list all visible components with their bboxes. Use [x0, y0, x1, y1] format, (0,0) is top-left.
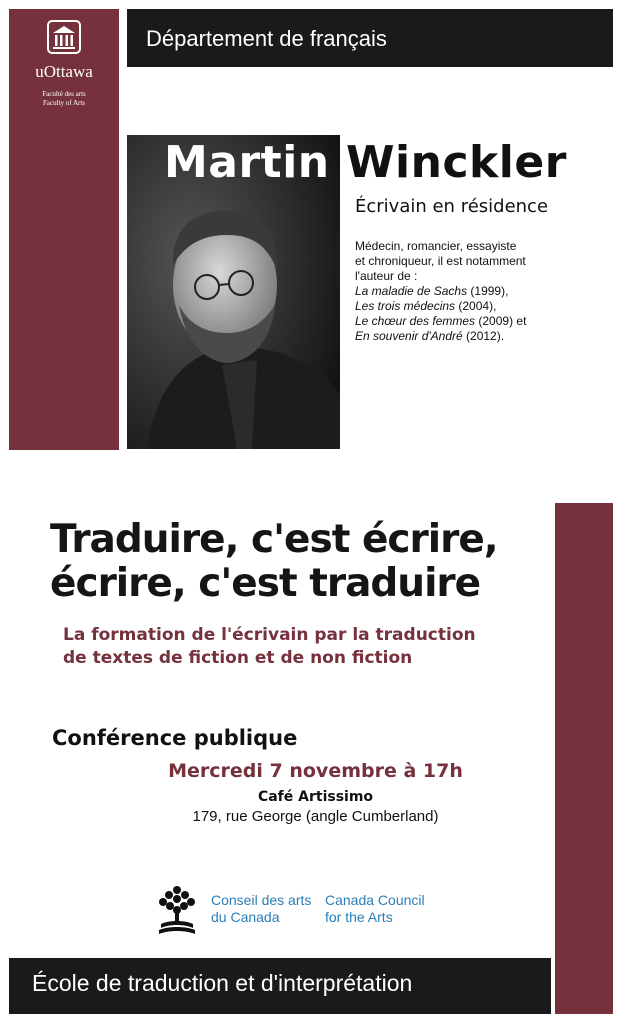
event-title-line: écrire, c'est traduire — [50, 561, 481, 606]
university-name: uOttawa — [35, 62, 93, 81]
author-last-name: Winckler — [346, 137, 567, 188]
event-subtitle-line: La formation de l'écrivain par la traduction — [63, 625, 476, 645]
department-banner — [127, 9, 613, 67]
faculty-fr: Faculté des arts — [42, 90, 86, 98]
event-type: Conférence publique — [52, 726, 298, 750]
author-bio — [355, 239, 570, 344]
author-role: Écrivain en résidence — [355, 196, 549, 217]
work-year: (2012). — [462, 329, 505, 343]
work-title: Le chœur des femmes — [355, 314, 476, 328]
tree-icon — [155, 884, 199, 936]
council-en-line: for the Arts — [325, 909, 393, 925]
event-subtitle-line: de textes de fiction et de non fiction — [63, 648, 413, 668]
work-item — [355, 314, 570, 329]
university-building-icon — [47, 20, 81, 54]
work-year: (2004), — [455, 299, 497, 313]
event-date: Mercredi 7 novembre à 17h — [168, 760, 463, 782]
council-name-fr — [211, 892, 311, 926]
work-item — [355, 299, 570, 314]
event-title — [50, 518, 550, 606]
work-title: Les trois médecins — [355, 299, 456, 313]
council-fr-line: Conseil des arts — [211, 892, 312, 908]
work-year: (1999), — [467, 284, 509, 298]
uottawa-logo — [9, 20, 119, 108]
work-item — [355, 329, 570, 344]
work-item — [355, 284, 570, 299]
right-accent-bar — [555, 503, 613, 1014]
work-year: (2009) et — [475, 314, 527, 328]
canada-council-logo — [155, 884, 199, 936]
event-address: 179, rue George (angle Cumberland) — [192, 808, 439, 825]
department-name: Département de français — [146, 26, 387, 51]
event-title-line: Traduire, c'est écrire, — [50, 517, 498, 562]
work-title: La maladie de Sachs — [355, 284, 468, 298]
event-subtitle — [63, 624, 476, 670]
author-first-name: Martin — [164, 137, 330, 188]
council-name-en — [325, 892, 425, 926]
council-fr-line: du Canada — [211, 909, 280, 925]
school-name: École de traduction et d'interprétation — [32, 970, 413, 996]
school-banner — [9, 958, 551, 1014]
event-venue: Café Artissimo — [257, 789, 374, 805]
faculty-en: Faculty of Arts — [43, 99, 85, 107]
bio-line: l'auteur de : — [355, 269, 418, 283]
work-title: En souvenir d'André — [355, 329, 463, 343]
bio-line: Médecin, romancier, essayiste — [355, 239, 517, 253]
bio-line: et chroniqueur, il est notamment — [355, 254, 526, 268]
council-en-line: Canada Council — [325, 892, 425, 908]
